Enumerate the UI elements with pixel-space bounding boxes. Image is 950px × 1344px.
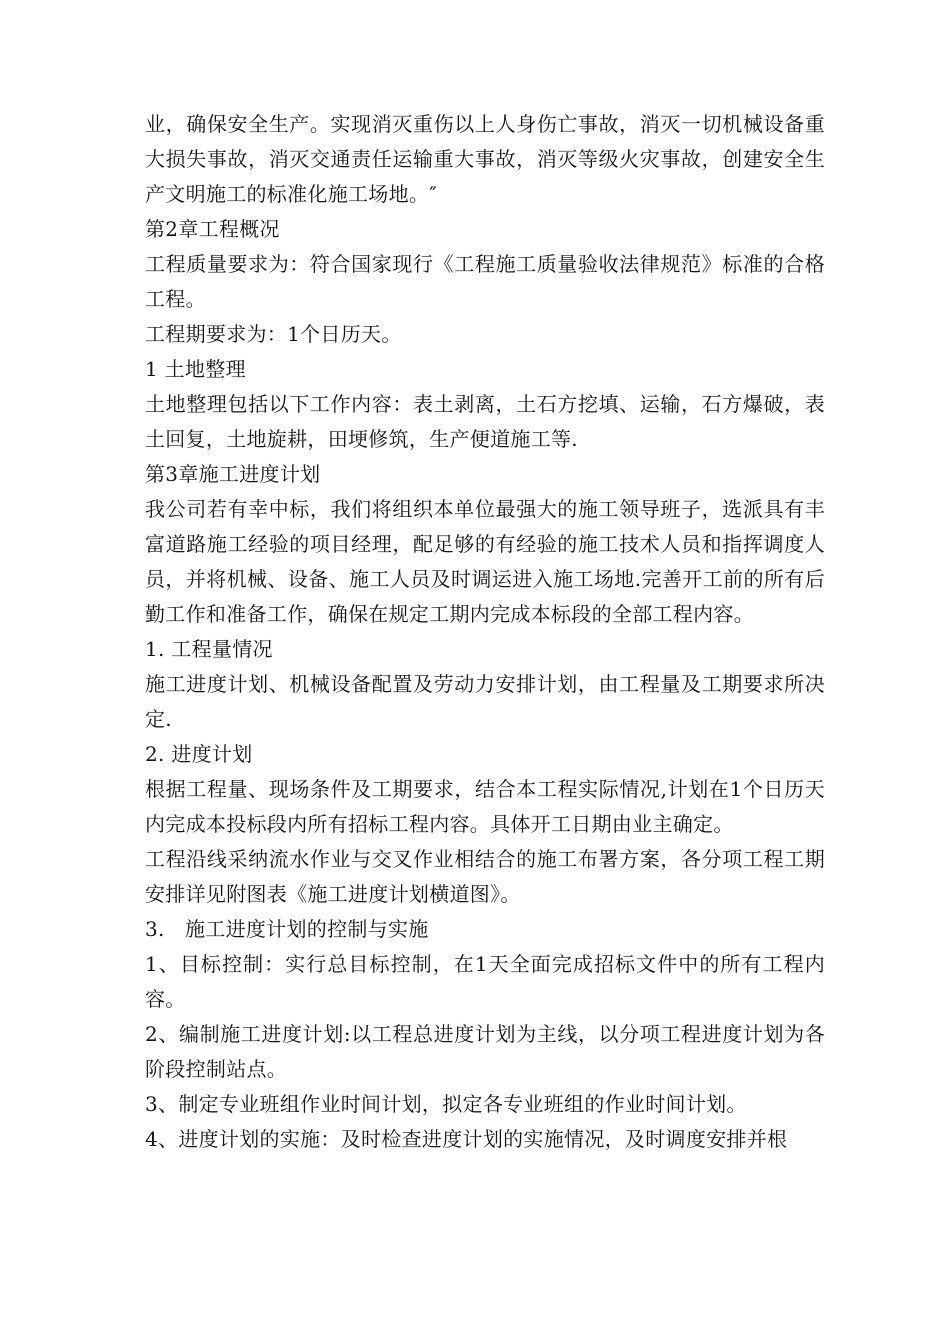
list-item-target-control: 1、目标控制：实行总目标控制，在1天全面完成招标文件中的所有工程内容。 <box>145 952 825 1011</box>
list-item-schedule-planning: 2、编制施工进度计划:以工程总进度计划为主线，以分项工程进度计划为各阶段控制站点。 <box>145 1022 825 1081</box>
list-item-implementation: 4、进度计划的实施：及时检查进度计划的实施情况，及时调度安排并根 <box>145 1127 788 1151</box>
section-heading-control: 3. 施工进度计划的控制与实施 <box>145 917 429 941</box>
paragraph-construction-plan: 工程沿线采纳流水作业与交叉作业相结合的施工布署方案，各分项工程工期安排详见附图表《施工进度计划横道图》。 <box>145 847 825 906</box>
paragraph-quality-requirement: 工程质量要求为：符合国家现行《工程施工质量验收法律规范》标准的合格工程。 <box>145 252 825 311</box>
paragraph-land-consolidation: 土地整理包括以下工作内容：表土剥离，土石方挖填、运输，石方爆破，表土回复，土地旋耕，田埂修筑，生产便道施工等. <box>145 392 825 451</box>
section-heading-quantities: 1. 工程量情况 <box>145 637 273 661</box>
paragraph-schedule: 根据工程量、现场条件及工期要求，结合本工程实际情况,计划在1个日历天内完成本投标段内所有招标工程内容。具体开工日期由业主确定。 <box>145 777 825 836</box>
paragraph-safety-goals: 业，确保安全生产。实现消灭重伤以上人身伤亡事故，消灭一切机械设备重大损失事故，消灭交通责任运输重大事故，消灭等级火灾事故，创建安全生产文明施工的标准化施工场地。″ <box>145 112 825 206</box>
list-item-team-plan: 3、制定专业班组作业时间计划，拟定各专业班组的作业时间计划。 <box>145 1092 747 1116</box>
section-heading-schedule: 2. 进度计划 <box>145 742 253 766</box>
paragraph-duration-requirement: 工程期要求为：1个日历天。 <box>145 322 402 346</box>
paragraph-quantities: 施工进度计划、机械设备配置及劳动力安排计划，由工程量及工期要求所决定. <box>145 672 825 731</box>
section-heading-land-consolidation: 1 土地整理 <box>145 357 246 381</box>
paragraph-organization: 我公司若有幸中标，我们将组织本单位最强大的施工领导班子，选派具有丰富道路施工经验的项目经理，配足够的有经验的施工技术人员和指挥调度人员，并将机械、设备、施工人员及时调运进入施工场地.完善开工前的所有后勤工作和准备工作，确保在规定工期内完成本标段的全部工程内容。 <box>145 497 825 626</box>
chapter-heading-2: 第2章工程概况 <box>145 217 280 241</box>
document-body <box>145 107 825 1157</box>
chapter-heading-3: 第3章施工进度计划 <box>145 462 321 486</box>
